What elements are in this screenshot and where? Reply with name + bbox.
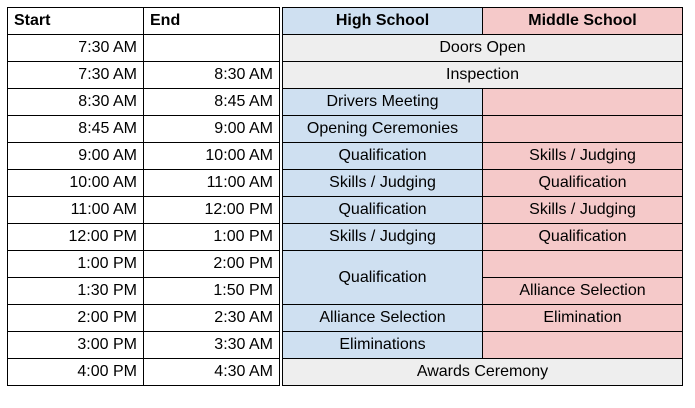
ms-event-cell[interactable]: Skills / Judging bbox=[483, 143, 683, 170]
table-row bbox=[8, 116, 280, 143]
start-header: Start bbox=[8, 8, 144, 35]
table-row bbox=[283, 143, 683, 170]
start-cell[interactable]: 8:45 AM bbox=[8, 116, 144, 143]
hs-event-cell[interactable]: Eliminations bbox=[283, 332, 483, 359]
end-cell[interactable]: 9:00 AM bbox=[144, 116, 280, 143]
table-row bbox=[283, 197, 683, 224]
hs-event-cell[interactable]: Alliance Selection bbox=[283, 305, 483, 332]
end-cell[interactable]: 8:45 AM bbox=[144, 89, 280, 116]
table-row bbox=[283, 251, 683, 278]
hs-event-cell[interactable]: Qualification bbox=[283, 143, 483, 170]
table-row bbox=[8, 197, 280, 224]
ms-event-cell[interactable]: Alliance Selection bbox=[483, 278, 683, 305]
table-row bbox=[8, 62, 280, 89]
table-row bbox=[283, 305, 683, 332]
start-cell[interactable]: 2:00 PM bbox=[8, 305, 144, 332]
ms-event-cell[interactable] bbox=[483, 116, 683, 143]
events-header-row bbox=[283, 8, 683, 35]
table-row bbox=[8, 278, 280, 305]
table-row bbox=[8, 35, 280, 62]
hs-event-cell[interactable]: Drivers Meeting bbox=[283, 89, 483, 116]
hs-event-cell[interactable]: Skills / Judging bbox=[283, 224, 483, 251]
hs-event-cell[interactable]: Skills / Judging bbox=[283, 170, 483, 197]
table-row bbox=[8, 332, 280, 359]
ms-event-cell[interactable]: Skills / Judging bbox=[483, 197, 683, 224]
end-cell[interactable]: 2:30 AM bbox=[144, 305, 280, 332]
time-table bbox=[7, 7, 280, 386]
ms-event-cell[interactable] bbox=[483, 251, 683, 278]
table-row bbox=[8, 359, 280, 386]
end-cell[interactable]: 4:30 AM bbox=[144, 359, 280, 386]
ms-event-cell[interactable] bbox=[483, 332, 683, 359]
table-row bbox=[283, 116, 683, 143]
table-row bbox=[283, 35, 683, 62]
shared-event-cell[interactable]: Awards Ceremony bbox=[283, 359, 683, 386]
table-row bbox=[8, 89, 280, 116]
start-cell[interactable]: 12:00 PM bbox=[8, 224, 144, 251]
time-header-row bbox=[8, 8, 280, 35]
start-cell[interactable]: 9:00 AM bbox=[8, 143, 144, 170]
end-cell[interactable]: 3:30 AM bbox=[144, 332, 280, 359]
table-row bbox=[283, 332, 683, 359]
table-row bbox=[283, 359, 683, 386]
end-cell[interactable]: 11:00 AM bbox=[144, 170, 280, 197]
start-cell[interactable]: 7:30 AM bbox=[8, 62, 144, 89]
end-cell[interactable]: 12:00 PM bbox=[144, 197, 280, 224]
shared-event-cell[interactable]: Inspection bbox=[283, 62, 683, 89]
table-row bbox=[8, 305, 280, 332]
hs-event-cell[interactable]: Qualification bbox=[283, 197, 483, 224]
start-cell[interactable]: 8:30 AM bbox=[8, 89, 144, 116]
start-cell[interactable]: 3:00 PM bbox=[8, 332, 144, 359]
table-row bbox=[8, 143, 280, 170]
end-header: End bbox=[144, 8, 280, 35]
end-cell[interactable]: 2:00 PM bbox=[144, 251, 280, 278]
middle-school-header: Middle School bbox=[483, 8, 683, 35]
end-cell[interactable]: 1:00 PM bbox=[144, 224, 280, 251]
table-row bbox=[283, 224, 683, 251]
events-table bbox=[282, 7, 683, 386]
ms-event-cell[interactable] bbox=[483, 89, 683, 116]
start-cell[interactable]: 10:00 AM bbox=[8, 170, 144, 197]
ms-event-cell[interactable]: Qualification bbox=[483, 170, 683, 197]
end-cell[interactable]: 8:30 AM bbox=[144, 62, 280, 89]
high-school-header: High School bbox=[283, 8, 483, 35]
ms-event-cell[interactable]: Elimination bbox=[483, 305, 683, 332]
hs-event-cell[interactable]: Opening Ceremonies bbox=[283, 116, 483, 143]
end-cell[interactable]: 10:00 AM bbox=[144, 143, 280, 170]
hs-event-cell[interactable]: Qualification bbox=[283, 251, 483, 305]
table-row bbox=[8, 224, 280, 251]
table-row bbox=[283, 62, 683, 89]
start-cell[interactable]: 11:00 AM bbox=[8, 197, 144, 224]
table-row bbox=[283, 89, 683, 116]
shared-event-cell[interactable]: Doors Open bbox=[283, 35, 683, 62]
end-cell[interactable]: 1:50 PM bbox=[144, 278, 280, 305]
table-row bbox=[283, 170, 683, 197]
end-cell[interactable] bbox=[144, 35, 280, 62]
ms-event-cell[interactable]: Qualification bbox=[483, 224, 683, 251]
start-cell[interactable]: 7:30 AM bbox=[8, 35, 144, 62]
start-cell[interactable]: 4:00 PM bbox=[8, 359, 144, 386]
table-row bbox=[8, 251, 280, 278]
table-row bbox=[8, 170, 280, 197]
start-cell[interactable]: 1:00 PM bbox=[8, 251, 144, 278]
start-cell[interactable]: 1:30 PM bbox=[8, 278, 144, 305]
